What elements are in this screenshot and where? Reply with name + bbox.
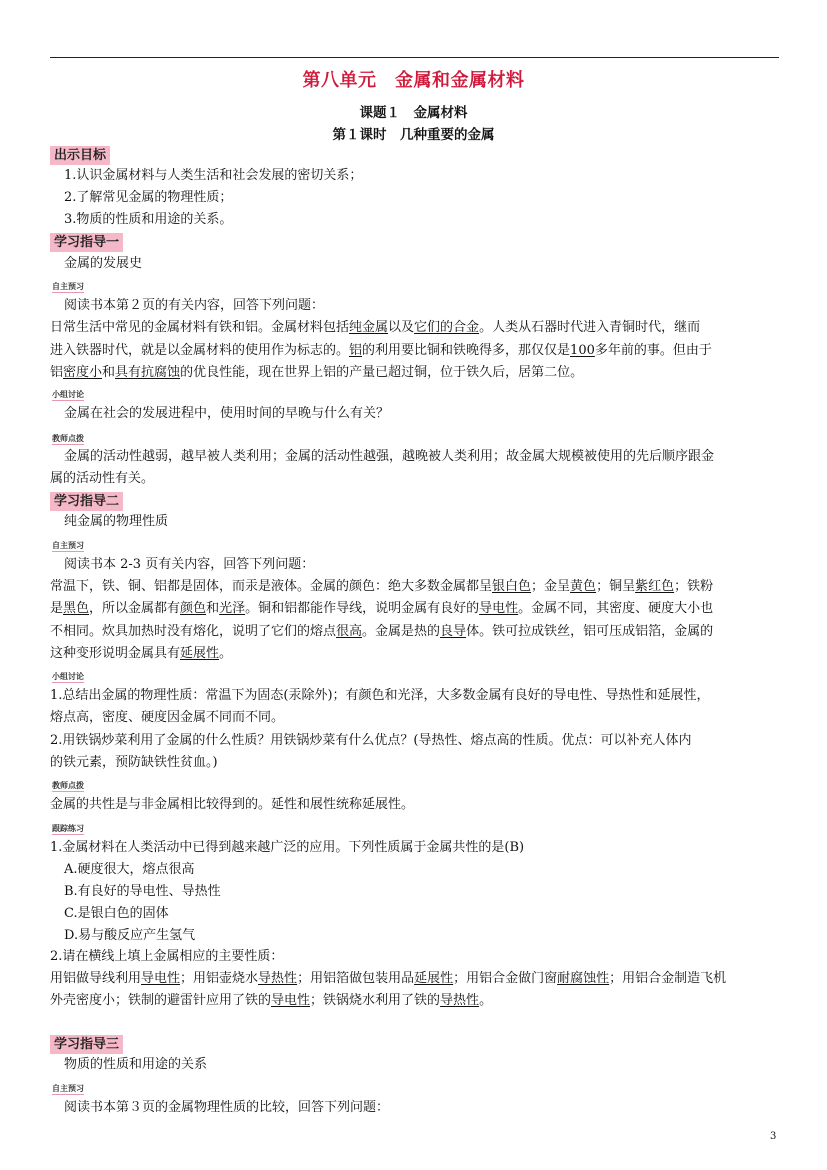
practice-question-2: 2.请在横线上填上金属相应的主要性质： [50, 949, 284, 964]
guide3-topic: 物质的性质和用途的关系 [64, 1057, 208, 1072]
practice-option: B.有良好的导电性、导热性 [64, 884, 221, 899]
practice-option: C.是银白色的固体 [64, 906, 169, 921]
practice-question-1: 1.金属材料在人类活动中已得到越来越广泛的应用。下列性质属于金属共性的是(B) [50, 840, 525, 855]
header-rule [50, 57, 779, 58]
guide2-practice-tag: 跟踪练习 [52, 824, 84, 833]
guide2-self-tag: 自主预习 [52, 541, 84, 550]
practice-answer-line: 用铝做导线利用导电性；用铝壶烧水导热性；用铝箔做包装用品延展性；用铝合金做门窗耐腐蚀性；用铝合金制造飞机 [50, 971, 727, 986]
practice-option: A.硬度很大，熔点很高 [64, 862, 195, 877]
guide1-disc-question: 金属在社会的发展进程中，使用时间的早晚与什么有关？ [64, 406, 390, 421]
guide2-teach-tag: 教师点拨 [52, 781, 84, 790]
period-title: 第１课时 几种重要的金属 [332, 127, 495, 143]
guide2-teach-line: 金属的共性是与非金属相比较得到的。延性和展性统称延展性。 [50, 797, 415, 812]
objective-item: 1.认识金属材料与人类生活和社会发展的密切关系； [64, 168, 363, 183]
guide1-para-line: 铝密度小和具有抗腐蚀的优良性能，现在世界上铝的产量已超过铜，位于铁久后，居第二位。 [50, 365, 584, 380]
guide1-self-tag: 自主预习 [52, 282, 84, 291]
guide3-self-tag: 自主预习 [52, 1084, 84, 1093]
page-number: 3 [770, 1131, 777, 1142]
guide3-intro: 阅读书本第３页的金属物理性质的比较，回答下列问题： [64, 1100, 390, 1115]
lesson-title: 课题１ 金属材料 [359, 105, 468, 121]
objective-item: 2.了解常见金属的物理性质； [64, 190, 233, 205]
guide2-intro: 阅读书本 2-3 页有关内容，回答下列问题： [64, 557, 315, 572]
practice-answer-line: 外壳密度小；铁制的避雷针应用了铁的导电性；铁锅烧水利用了铁的导热性。 [50, 993, 493, 1008]
guide1-tag: 学习指导一 [50, 233, 123, 252]
guide2-disc-line: 的铁元素，预防缺铁性贫血。) [50, 755, 218, 770]
guide2-disc-line: 1.总结出金属的物理性质：常温下为固态(汞除外)；有颜色和光泽，大多数金属有良好的导电性、导热性和延展性， [50, 688, 710, 703]
guide2-topic: 纯金属的物理性质 [64, 514, 169, 529]
guide2-para-line: 常温下，铁、铜、铝都是固体，而汞是液体。金属的颜色：绝大多数金属都呈银白色；金呈黄色；铜呈紫红色；铁粉 [50, 579, 714, 594]
guide1-disc-tag: 小组讨论 [52, 390, 84, 399]
guide2-para-line: 不相同。炊具加热时没有熔化，说明了它们的熔点很高。金属是热的良导体。铁可拉成铁丝，铝可压成铝箔，金属的 [50, 624, 714, 639]
guide1-intro: 阅读书本第２页的有关内容，回答下列问题： [64, 298, 325, 313]
unit-title: 第八单元 金属和金属材料 [302, 70, 525, 91]
guide1-topic: 金属的发展史 [64, 256, 143, 271]
guide2-tag: 学习指导二 [50, 492, 123, 511]
guide1-teach-tag: 教师点拨 [52, 434, 84, 443]
guide2-disc-line: 2.用铁锅炒菜利用了金属的什么性质？用铁锅炒菜有什么优点？(导热性、熔点高的性质。优点：可以补充人体内 [50, 733, 692, 748]
guide1-teach-line: 属的活动性有关。 [50, 471, 155, 486]
guide2-para-line: 是黑色，所以金属都有颜色和光泽。铜和铝都能作导线，说明金属有良好的导电性。金属不同，其密度、硬度大小也 [50, 601, 714, 616]
practice-option: D.易与酸反应产生氢气 [64, 928, 196, 943]
guide1-para-line: 进入铁器时代，就是以金属材料的使用作为标志的。铝的利用要比铜和铁晚得多，那仅仅是100多年前的事。但由于 [50, 343, 712, 358]
guide1-teach-line: 金属的活动性越弱，越早被人类利用；金属的活动性越强，越晚被人类利用；故金属大规模被使用的先后顺序跟金 [64, 449, 715, 464]
guide1-para-line: 日常生活中常见的金属材料有铁和铝。金属材料包括纯金属以及它们的合金。人类从石器时代进入青铜时代，继而 [50, 320, 701, 335]
objective-item: 3.物质的性质和用途的关系。 [64, 212, 233, 227]
guide3-tag: 学习指导三 [50, 1035, 123, 1054]
guide2-disc-line: 熔点高，密度、硬度因金属不同而不同。 [50, 710, 285, 725]
guide2-disc-tag: 小组讨论 [52, 672, 84, 681]
guide2-para-line: 这种变形说明金属具有延展性。 [50, 646, 233, 661]
objectives-tag: 出示目标 [50, 146, 110, 165]
